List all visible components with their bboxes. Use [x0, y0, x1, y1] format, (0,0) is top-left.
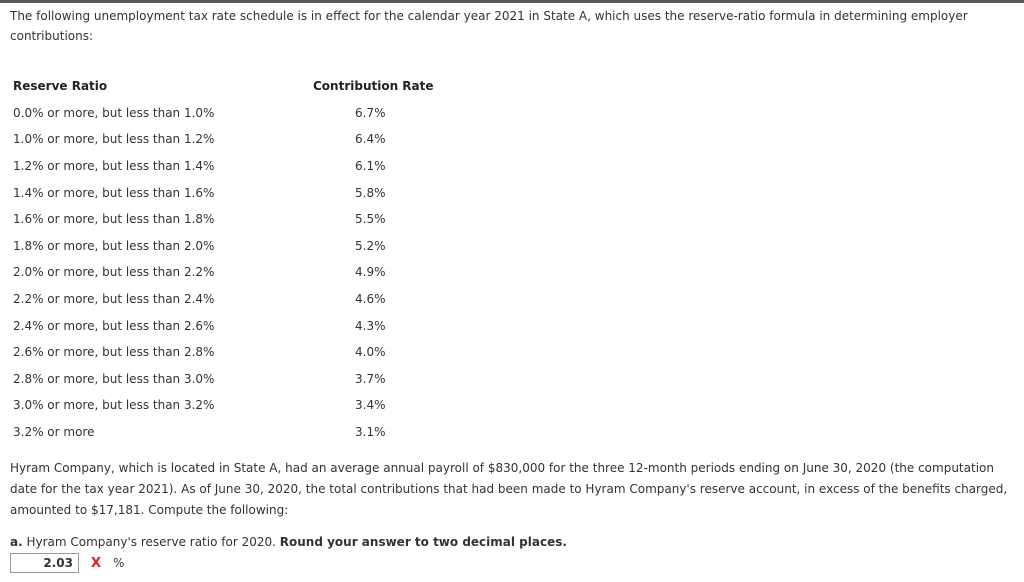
table-row: [13, 126, 434, 153]
contribution-rate-cell: 4.6%: [355, 292, 386, 307]
header-reserve-ratio: Reserve Ratio: [13, 79, 108, 94]
rate-schedule-table: [13, 73, 434, 445]
question-a-text: Hyram Company's reserve ratio for 2020.: [26, 535, 276, 549]
table-body: [13, 100, 434, 446]
contribution-rate-cell: 5.2%: [355, 238, 386, 253]
contribution-rate-cell: 6.1%: [355, 159, 386, 174]
reserve-ratio-cell: 2.6% or more, but less than 2.8%: [13, 345, 215, 360]
question-a-label: a.: [10, 535, 23, 549]
contribution-rate-cell: 5.5%: [355, 212, 386, 227]
contribution-rate-cell: 3.1%: [355, 425, 386, 440]
table-row: [13, 100, 434, 127]
reserve-ratio-cell: 0.0% or more, but less than 1.0%: [13, 105, 215, 120]
table-row: [13, 312, 434, 339]
answer-row: [10, 552, 124, 574]
contribution-rate-cell: 6.7%: [355, 105, 386, 120]
percent-unit: %: [113, 556, 125, 570]
table-row: [13, 366, 434, 393]
reserve-ratio-cell: 2.8% or more, but less than 3.0%: [13, 371, 215, 386]
reserve-ratio-cell: 2.2% or more, but less than 2.4%: [13, 292, 215, 307]
table-row: [13, 419, 434, 446]
contribution-rate-cell: 6.4%: [355, 132, 386, 147]
answer-input[interactable]: [10, 553, 79, 573]
reserve-ratio-cell: 1.6% or more, but less than 1.8%: [13, 212, 215, 227]
reserve-ratio-cell: 2.4% or more, but less than 2.6%: [13, 318, 215, 333]
reserve-ratio-cell: 1.8% or more, but less than 2.0%: [13, 238, 215, 253]
table-row: [13, 259, 434, 286]
contribution-rate-cell: 3.7%: [355, 371, 386, 386]
intro-text: The following unemployment tax rate schedule is in effect for the calendar year 2021 in State A, which uses the reserve-ratio formula in determining employer contributions:: [10, 9, 968, 43]
table-row: [13, 179, 434, 206]
contribution-rate-cell: 4.3%: [355, 318, 386, 333]
scenario-text: Hyram Company, which is located in State A, had an average annual payroll of $830,000 for the three 12-month periods ending on June 30, 2020 (the computation date for the tax year 2021). As of June 30, 2020, the total contributions that had been made to Hyram Company's reserve account, in excess of the benefits charged, amounted to $17,181. Compute the following:: [10, 461, 1008, 517]
table-row: [13, 206, 434, 233]
contribution-rate-cell: 3.4%: [355, 398, 386, 413]
question-a-instruction: Round your answer to two decimal places.: [279, 535, 567, 549]
contribution-rate-cell: 5.8%: [355, 185, 386, 200]
table-row: [13, 392, 434, 419]
reserve-ratio-cell: 1.0% or more, but less than 1.2%: [13, 132, 215, 147]
table-row: [13, 286, 434, 313]
table-row: [13, 153, 434, 180]
contribution-rate-cell: 4.0%: [355, 345, 386, 360]
reserve-ratio-cell: 1.2% or more, but less than 1.4%: [13, 159, 215, 174]
question-a: [10, 533, 567, 551]
contribution-rate-cell: 4.9%: [355, 265, 386, 280]
reserve-ratio-cell: 3.0% or more, but less than 3.2%: [13, 398, 215, 413]
reserve-ratio-cell: 1.4% or more, but less than 1.6%: [13, 185, 215, 200]
table-header-row: [13, 73, 434, 100]
reserve-ratio-cell: 2.0% or more, but less than 2.2%: [13, 265, 215, 280]
table-row: [13, 339, 434, 366]
table-row: [13, 233, 434, 260]
header-contribution-rate: Contribution Rate: [313, 79, 434, 94]
incorrect-x-icon: X: [91, 555, 102, 571]
reserve-ratio-cell: 3.2% or more: [13, 425, 95, 440]
top-rule: [0, 0, 1024, 3]
